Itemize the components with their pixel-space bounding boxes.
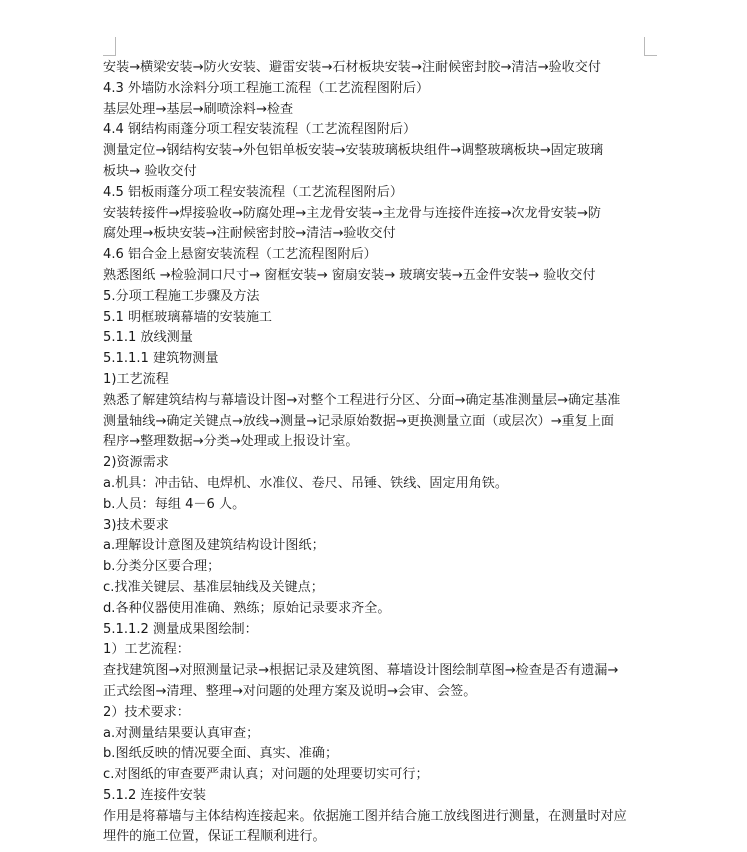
list-item: b.分类分区要合理；	[103, 559, 221, 575]
text-line: 测量定位→钢结构安装→外包铝单板安装→安装玻璃板块组件→调整玻璃板块→固定玻璃	[103, 143, 604, 159]
text-line: 安装转接件→焊接验收→防腐处理→主龙骨安装→主龙骨与连接件连接→次龙骨安装→防	[103, 205, 601, 221]
list-item: a.对测量结果要认真审查；	[103, 725, 260, 741]
section-heading-5-1-1-1: 5.1.1.1 建筑物测量	[103, 351, 219, 367]
section-heading-5-1-1-2: 5.1.1.2 测量成果图绘制：	[103, 621, 258, 637]
text-line: 基层处理→基层→刷喷涂料→检查	[103, 101, 294, 117]
text-line: 作用是将幕墙与主体结构连接起来。依据施工图并结合施工放线图进行测量，在测量时对应	[103, 808, 627, 824]
subheading: 2）技术要求：	[103, 704, 190, 720]
text-line: 测量轴线→确定关键点→放线→测量→记录原始数据→更换测量立面（或层次）→重复上面	[103, 413, 615, 429]
section-heading-4-6: 4.6 铝合金上悬窗安装流程（工艺流程图附后）	[103, 247, 377, 263]
text-line: 熟悉图纸 →检验洞口尺寸→ 窗框安装→ 窗扇安装→ 玻璃安装→五金件安装→ 验收交付	[103, 267, 596, 283]
section-heading-5-1: 5.1 明框玻璃幕墙的安装施工	[103, 309, 273, 325]
section-heading-4-3: 4.3 外墙防水涂料分项工程施工流程（工艺流程图附后）	[103, 80, 430, 96]
text-line: 腐处理→板块安装→注耐候密封胶→清洁→验收交付	[103, 226, 396, 242]
subheading: 1)工艺流程	[103, 371, 169, 387]
document-body	[103, 58, 659, 848]
text-line: 查找建筑图→对照测量记录→根据记录及建筑图、幕墙设计图绘制草图→检查是否有遗漏→	[103, 663, 619, 679]
list-item: b.图纸反映的情况要全面、真实、准确；	[103, 746, 339, 762]
margin-corner-mark-top-left	[103, 37, 116, 56]
text-line: 板块→ 验收交付	[103, 163, 197, 179]
text-line: 安装→横梁安装→防火安装、避雷安装→石材板块安装→注耐候密封胶→清洁→验收交付	[103, 60, 601, 75]
list-item: a.理解设计意图及建筑结构设计图纸；	[103, 538, 325, 554]
list-item: c.找准关键层、基准层轴线及关键点；	[103, 579, 324, 595]
subheading: 1）工艺流程：	[103, 642, 190, 658]
section-heading-5-1-1: 5.1.1 放线测量	[103, 330, 193, 346]
section-heading-5-1-2: 5.1.2 连接件安装	[103, 787, 206, 803]
list-item: a.机具：冲击钻、电焊机、水准仪、卷尺、吊锤、铁线、固定用角铁。	[103, 475, 508, 491]
text-line: 程序→整理数据→分类→处理或上报设计室。	[103, 434, 359, 450]
section-heading-4-5: 4.5 铝板雨蓬分项工程安装流程（工艺流程图附后）	[103, 184, 403, 200]
subheading: 2)资源需求	[103, 455, 169, 471]
text-line: 熟悉了解建筑结构与幕墙设计图→对整个工程进行分区、分面→确定基准测量层→确定基准	[103, 392, 621, 408]
list-item: b.人员：每组 4－6 人。	[103, 496, 246, 512]
list-item: d.各种仪器使用准确、熟练；原始记录要求齐全。	[103, 600, 391, 616]
subheading: 3)技术要求	[103, 517, 169, 533]
list-item: c.对图纸的审查要严肃认真；对问题的处理要切实可行；	[103, 767, 429, 783]
text-line: 埋件的施工位置，保证工程顺利进行。	[103, 829, 326, 845]
section-heading-5: 5.分项工程施工步骤及方法	[103, 288, 260, 304]
text-line: 正式绘图→清理、整理→对问题的处理方案及说明→会审、会签。	[103, 683, 477, 699]
section-heading-4-4: 4.4 钢结构雨蓬分项工程安装流程（工艺流程图附后）	[103, 122, 417, 138]
margin-corner-mark-top-right	[644, 37, 657, 56]
